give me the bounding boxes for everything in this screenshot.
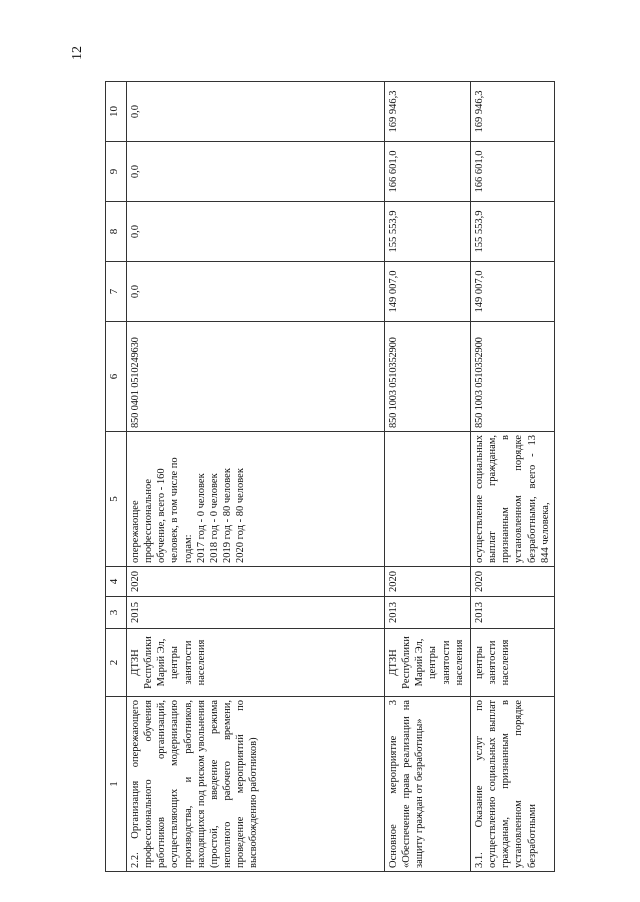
budget-code: 850 1003 0510352900 bbox=[471, 322, 555, 432]
col-header-8: 8 bbox=[106, 202, 127, 262]
start-year: 2013 bbox=[385, 597, 471, 629]
col-header-5: 5 bbox=[106, 432, 127, 567]
amount-col10: 169 946,3 bbox=[471, 82, 555, 142]
end-year: 2020 bbox=[471, 567, 555, 597]
rotated-table-sheet bbox=[105, 82, 551, 872]
budget-code: 850 1003 0510352900 bbox=[385, 322, 471, 432]
budget-table bbox=[105, 81, 555, 872]
col-header-4: 4 bbox=[106, 567, 127, 597]
end-year: 2020 bbox=[127, 567, 385, 597]
start-year: 2015 bbox=[127, 597, 385, 629]
expected-result: осуществление социальных выплат гражданам, признанным в установленном порядке безработными, всего - 13 844 человека, bbox=[471, 432, 555, 567]
header-row bbox=[106, 82, 127, 872]
col-header-10: 10 bbox=[106, 82, 127, 142]
activity-name: Основное мероприятие 3 «Обеспечение права реализации на защиту граждан от безработицы» bbox=[385, 697, 471, 872]
result-line: 2019 год - 80 человек bbox=[221, 468, 233, 563]
activity-name: 2.2. Организация опережающего профессионального обучения работников организаций, осуществляющих модернизацию производства, и работников, находящихся под риском увольнения (простой, введение режима неполного рабочего времени, проведение мероприятий по высвобождению работников) bbox=[127, 697, 385, 872]
result-line: 2018 год - 0 человек bbox=[208, 473, 220, 563]
page-number: 12 bbox=[70, 46, 85, 60]
start-year: 2013 bbox=[471, 597, 555, 629]
col-header-1: 1 bbox=[106, 697, 127, 872]
col-header-2: 2 bbox=[106, 629, 127, 697]
executor: ДТЗН Республики Марий Эл, центры занятости населения bbox=[385, 629, 471, 697]
executor: центры занятости населения bbox=[471, 629, 555, 697]
amount-col9: 166 601,0 bbox=[385, 142, 471, 202]
amount-col7: 0,0 bbox=[127, 262, 385, 322]
result-line: 2017 год - 0 человек bbox=[195, 473, 207, 563]
amount-col10: 0,0 bbox=[127, 82, 385, 142]
amount-col7: 149 007,0 bbox=[385, 262, 471, 322]
result-line: 2020 год - 80 человек bbox=[235, 468, 246, 563]
amount-col7: 149 007,0 bbox=[471, 262, 555, 322]
expected-result bbox=[127, 432, 385, 567]
col-header-9: 9 bbox=[106, 142, 127, 202]
executor: ДТЗН Республики Марий Эл, центры занятости населения bbox=[127, 629, 385, 697]
table-row bbox=[385, 82, 471, 872]
amount-col8: 155 553,9 bbox=[385, 202, 471, 262]
amount-col8: 0,0 bbox=[127, 202, 385, 262]
table-row bbox=[471, 82, 555, 872]
budget-code: 850 0401 0510249630 bbox=[127, 322, 385, 432]
col-header-7: 7 bbox=[106, 262, 127, 322]
amount-col10: 169 946,3 bbox=[385, 82, 471, 142]
result-line: опережающее профессиональное обучение, всего - 160 человек, в том числе по годам: bbox=[130, 457, 194, 563]
table-row bbox=[127, 82, 385, 872]
amount-col9: 166 601,0 bbox=[471, 142, 555, 202]
activity-name: 3.1. Оказание услуг по осуществлению социальных выплат гражданам, признанным в установленном порядке безработными bbox=[471, 697, 555, 872]
col-header-6: 6 bbox=[106, 322, 127, 432]
amount-col8: 155 553,9 bbox=[471, 202, 555, 262]
end-year: 2020 bbox=[385, 567, 471, 597]
amount-col9: 0,0 bbox=[127, 142, 385, 202]
col-header-3: 3 bbox=[106, 597, 127, 629]
expected-result bbox=[385, 432, 471, 567]
